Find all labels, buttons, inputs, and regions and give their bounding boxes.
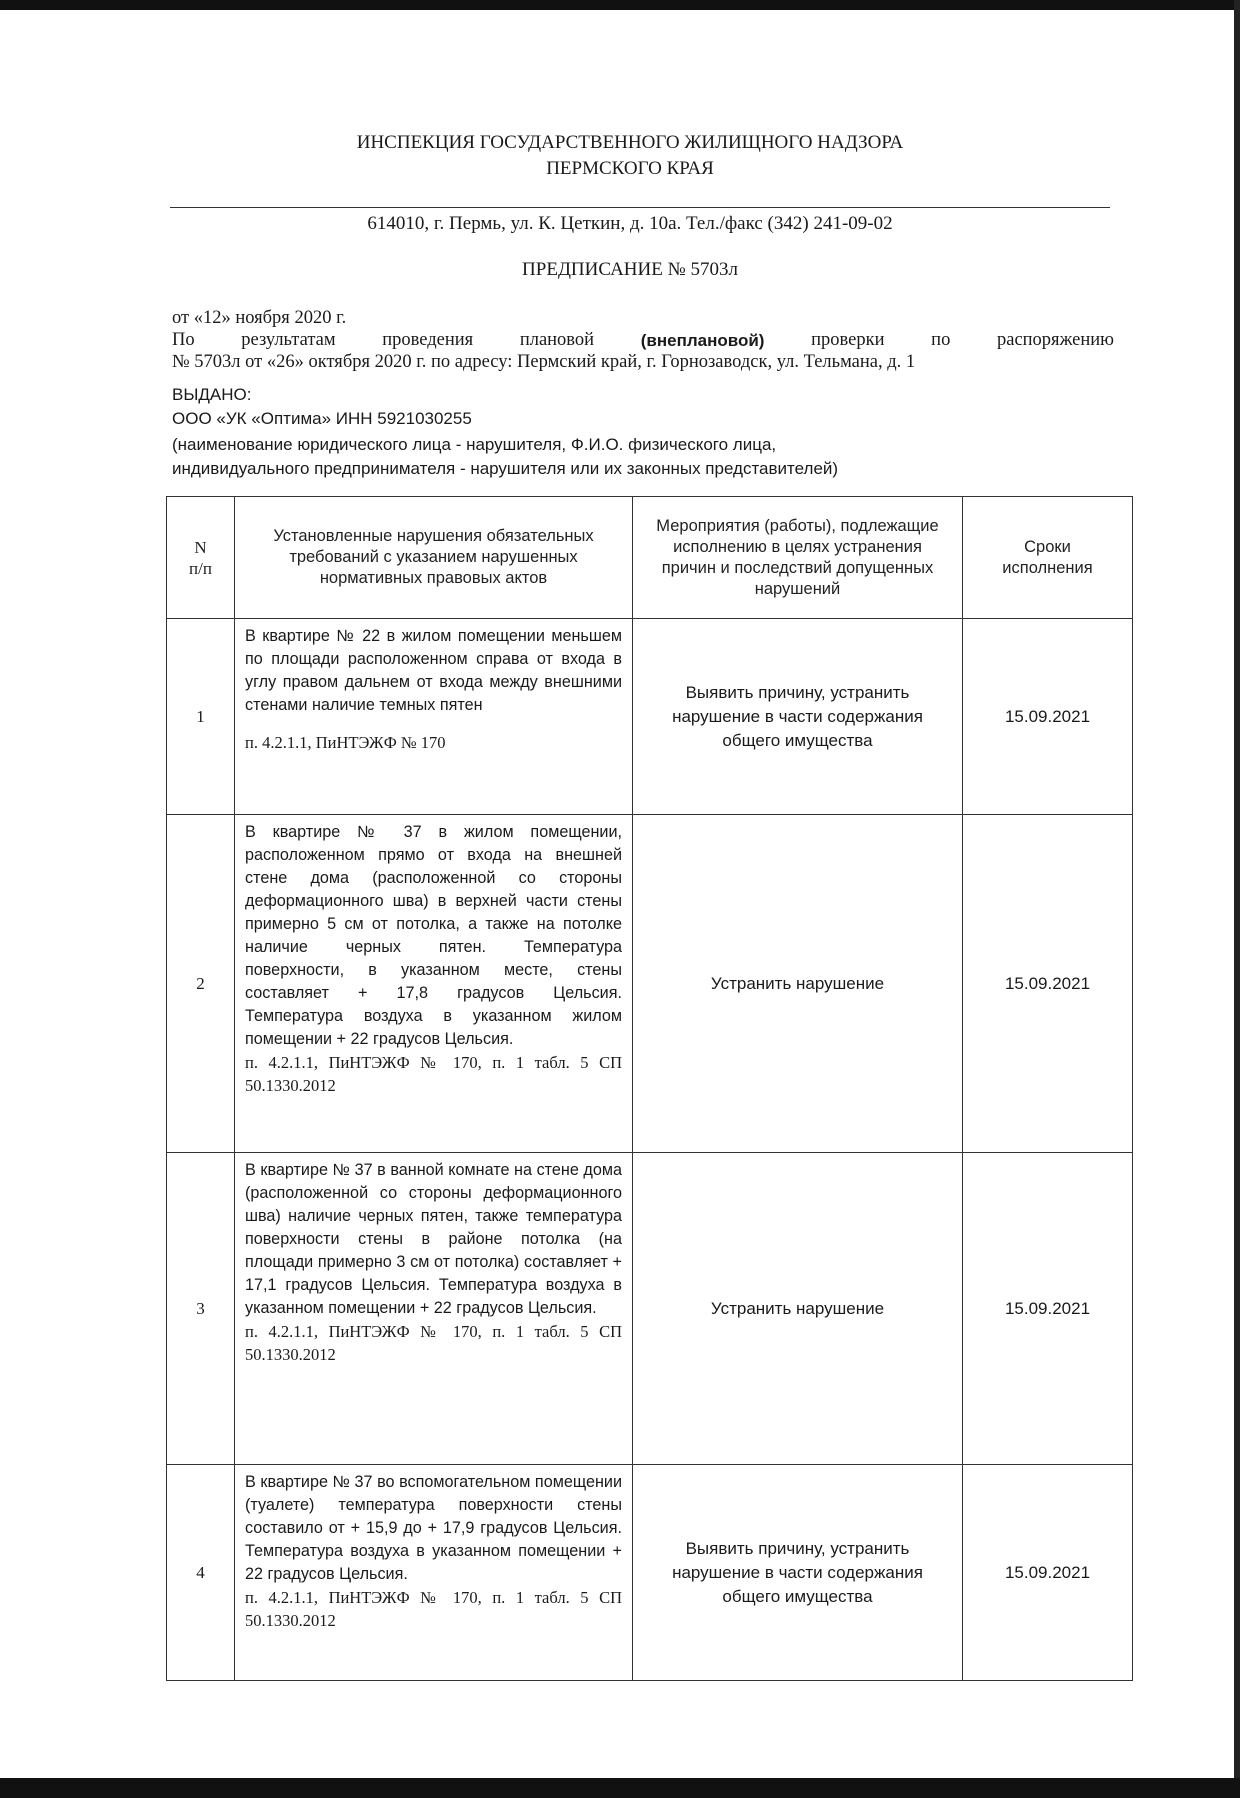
action-cell: Выявить причину, устранить нарушение в части содержания общего имущества bbox=[633, 619, 963, 815]
header-violations: Установленные нарушения обязательных требований с указанием нарушенных нормативных правовых актов bbox=[235, 497, 633, 619]
organization-line-2: ПЕРМСКОГО КРАЯ bbox=[546, 158, 714, 179]
violation-text: В квартире № 22 в жилом помещении меньшем по площади расположенном справа от входа в углу правом дальнем от входа между внешними стенами наличие темных пятен bbox=[245, 627, 622, 714]
violation-cell bbox=[235, 1153, 633, 1465]
table-row bbox=[167, 1153, 1133, 1465]
basis-word: проведения bbox=[382, 330, 474, 350]
header-terms: Сроки исполнения bbox=[963, 497, 1133, 619]
issued-to-company: ООО «УК «Оптима» ИНН 5921030255 bbox=[172, 409, 472, 428]
basis-word: плановой bbox=[519, 330, 595, 350]
table-row bbox=[167, 815, 1133, 1153]
header-divider bbox=[170, 207, 1110, 208]
violations-table bbox=[166, 496, 1133, 1681]
table-row bbox=[167, 619, 1133, 815]
violation-reference: п. 4.2.1.1, ПиНТЭЖФ № 170, п. 1 табл. 5 СП 50.1330.2012 bbox=[245, 1053, 622, 1095]
header-number-line-2: п/п bbox=[189, 558, 212, 578]
scan-border-right bbox=[1234, 0, 1240, 1798]
basis-word: По bbox=[172, 330, 195, 350]
issued-note-line-2: индивидуального предпринимателя - нарушителя или их законных представителей) bbox=[172, 459, 839, 478]
scan-border-top bbox=[0, 0, 1240, 10]
row-number: 4 bbox=[167, 1465, 235, 1681]
issued-label: ВЫДАНО: bbox=[172, 385, 252, 404]
organization-line-1: ИНСПЕКЦИЯ ГОСУДАРСТВЕННОГО ЖИЛИЩНОГО НАДЗОРА bbox=[356, 132, 904, 153]
row-number: 3 bbox=[167, 1153, 235, 1465]
basis-word: распоряжению bbox=[996, 330, 1114, 350]
inspection-type-bold: (внеплановой) bbox=[640, 331, 765, 350]
violation-cell bbox=[235, 815, 633, 1153]
violation-reference: п. 4.2.1.1, ПиНТЭЖФ № 170, п. 1 табл. 5 СП 50.1330.2012 bbox=[245, 1588, 622, 1630]
term-cell: 15.09.2021 bbox=[963, 619, 1133, 815]
row-number: 2 bbox=[167, 815, 235, 1153]
basis-word: результатам bbox=[241, 330, 336, 350]
scan-border-bottom bbox=[0, 1778, 1240, 1798]
organization-name bbox=[150, 130, 1110, 182]
row-number: 1 bbox=[167, 619, 235, 815]
issued-note-line-1: (наименование юридического лица - нарушителя, Ф.И.О. физического лица, bbox=[172, 435, 777, 454]
table-row bbox=[167, 1465, 1133, 1681]
action-cell: Выявить причину, устранить нарушение в части содержания общего имущества bbox=[633, 1465, 963, 1681]
document-date: от «12» ноября 2020 г. bbox=[172, 308, 347, 328]
inspection-basis-line-2: № 5703л от «26» октября 2020 г. по адресу: Пермский край, г. Горнозаводск, ул. Тельмана, д. 1 bbox=[172, 352, 916, 372]
basis-word: по bbox=[931, 330, 951, 350]
action-cell: Устранить нарушение bbox=[633, 815, 963, 1153]
violation-cell bbox=[235, 619, 633, 815]
basis-word: проверки bbox=[811, 330, 885, 350]
violation-text: В квартире № 37 во вспомогательном помещении (туалете) температура поверхности стены составило от + 15,9 до + 17,9 градусов Цельсия. Температура воздуха в указанном помещении + 22 градусов Цельсия. bbox=[245, 1473, 622, 1583]
organization-address: 614010, г. Пермь, ул. К. Цеткин, д. 10а. Тел./факс (342) 241-09-02 bbox=[367, 213, 893, 234]
violation-text: В квартире № 37 в ванной комнате на стене дома (расположенной со стороны деформационного шва) наличие черных пятен, также температура поверхности стены в районе потолка (на площади примерно 3 см от потолка) составляет + 17,1 градусов Цельсия. Температура воздуха в указанном помещении + 22 градусов Цельсия. bbox=[245, 1161, 622, 1317]
violation-text: В квартире № 37 в жилом помещении, расположенном прямо от входа на внешней стене дома (расположенной со стороны деформационного шва) в верхней части стены примерно 5 см от потолка, а также на потолке наличие черных пятен. Температура поверхности, в указанном месте, стены составляет + 17,8 градусов Цельсия. Температура воздуха в указанном жилом помещении + 22 градусов Цельсия. bbox=[245, 823, 622, 1048]
violation-cell bbox=[235, 1465, 633, 1681]
document-title: ПРЕДПИСАНИЕ № 5703л bbox=[522, 259, 738, 280]
term-cell: 15.09.2021 bbox=[963, 815, 1133, 1153]
header-number-line-1: N bbox=[194, 537, 207, 557]
term-cell: 15.09.2021 bbox=[963, 1153, 1133, 1465]
term-cell: 15.09.2021 bbox=[963, 1465, 1133, 1681]
header-number bbox=[167, 497, 235, 619]
header-actions: Мероприятия (работы), подлежащие исполнению в целях устранения причин и последствий допущенных нарушений bbox=[633, 497, 963, 619]
violation-reference: п. 4.2.1.1, ПиНТЭЖФ № 170 bbox=[245, 733, 446, 752]
table-header-row bbox=[167, 497, 1133, 619]
action-cell: Устранить нарушение bbox=[633, 1153, 963, 1465]
violation-reference: п. 4.2.1.1, ПиНТЭЖФ № 170, п. 1 табл. 5 СП 50.1330.2012 bbox=[245, 1322, 622, 1364]
